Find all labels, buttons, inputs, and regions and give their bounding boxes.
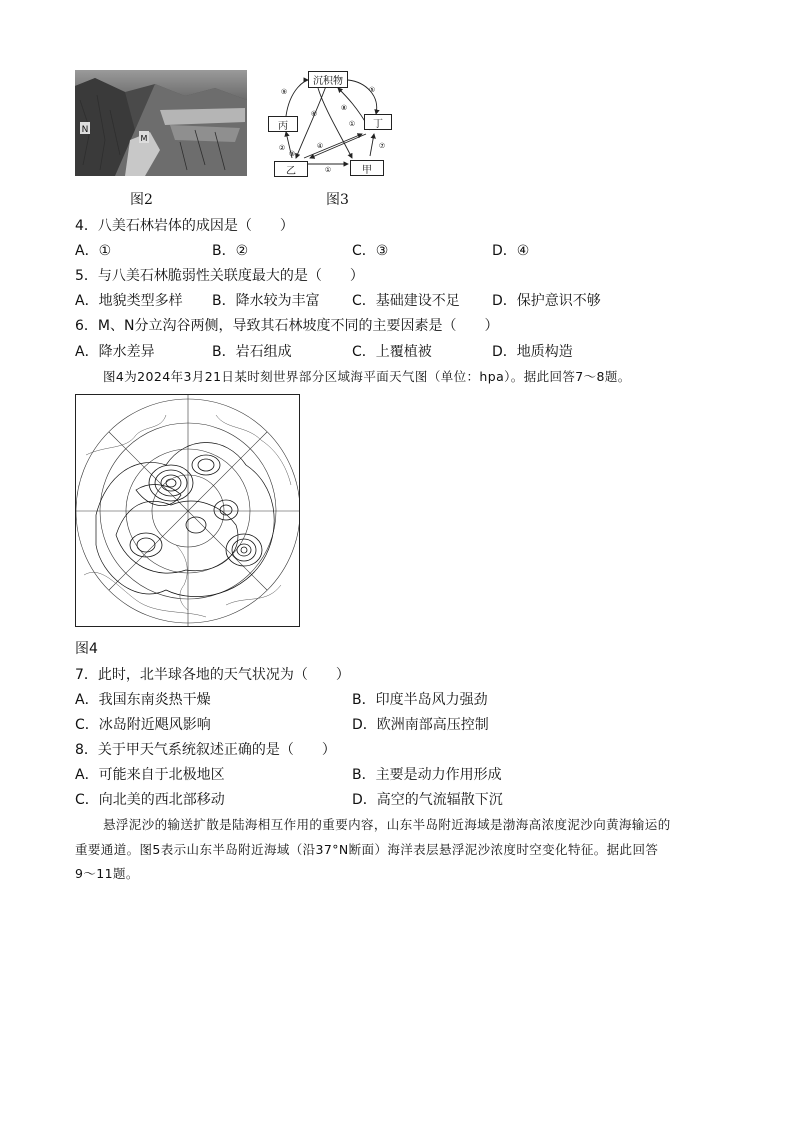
figure-3-caption: 图3 bbox=[326, 192, 349, 208]
figure-3-diagram bbox=[262, 68, 396, 180]
figure-4-weather-map bbox=[75, 394, 300, 627]
q8-option-b: B．主要是动力作用形成 bbox=[352, 767, 502, 783]
arrow-label-8: ⑧ bbox=[340, 104, 348, 112]
question-5-stem: 5．与八美石林脆弱性关联度最大的是（ ） bbox=[75, 268, 364, 284]
intro-figure-4: 图4为2024年3月21日某时刻世界部分区域海平面天气图（单位：hpa）。据此回答7～8题。 bbox=[103, 369, 631, 384]
q7-option-b: B．印度半岛风力强劲 bbox=[352, 692, 488, 708]
arrow-label-9: ⑨ bbox=[280, 88, 288, 96]
q7-option-a: A．我国东南炎热干燥 bbox=[75, 692, 211, 708]
arrow-label-6: ⑥ bbox=[310, 110, 318, 118]
q4-option-b: B．② bbox=[212, 243, 249, 259]
arrow-label-1-bottom: ① bbox=[324, 166, 332, 174]
node-ding: 丁 bbox=[364, 114, 392, 130]
question-8-stem: 8．关于甲天气系统叙述正确的是（ ） bbox=[75, 742, 336, 758]
node-jia: 甲 bbox=[350, 160, 384, 176]
arrow-label-2: ② bbox=[278, 144, 286, 152]
q6-option-b: B．岩石组成 bbox=[212, 344, 292, 360]
isobar-map bbox=[76, 395, 299, 626]
arrow-label-5: ⑤ bbox=[368, 86, 376, 94]
arrow-label-4: ④ bbox=[316, 142, 324, 150]
q4-option-c: C．③ bbox=[352, 243, 389, 259]
question-4-stem: 4．八美石林岩体的成因是（ ） bbox=[75, 218, 294, 234]
intro-q9-line-3: 9～11题。 bbox=[75, 866, 139, 881]
q8-option-a: A．可能来自于北极地区 bbox=[75, 767, 225, 783]
arrow-label-1-right: ① bbox=[348, 120, 356, 128]
q7-option-d: D．欧洲南部高压控制 bbox=[352, 717, 489, 733]
q4-option-a: A．① bbox=[75, 243, 112, 259]
q7-option-c: C．冰岛附近飓风影响 bbox=[75, 717, 211, 733]
node-yi: 乙 bbox=[274, 161, 308, 177]
q4-option-d: D．④ bbox=[492, 243, 530, 259]
q5-option-c: C．基础建设不足 bbox=[352, 293, 460, 309]
intro-q9-line-1: 悬浮泥沙的输送扩散是陆海相互作用的重要内容，山东半岛附近海域是渤海高浓度泥沙向黄海输运的 bbox=[103, 817, 671, 832]
question-7-stem: 7．此时，北半球各地的天气状况为（ ） bbox=[75, 667, 350, 683]
photo-label-n: N bbox=[81, 125, 89, 135]
q8-option-c: C．向北美的西北部移动 bbox=[75, 792, 225, 808]
q5-option-d: D．保护意识不够 bbox=[492, 293, 601, 309]
figure-2-photo bbox=[75, 70, 247, 176]
figure-2-caption: 图2 bbox=[130, 192, 153, 208]
node-sediment: 沉积物 bbox=[308, 71, 348, 88]
stone-forest-photo bbox=[75, 70, 247, 176]
photo-label-m: M bbox=[140, 134, 148, 143]
q8-option-d: D．高空的气流辐散下沉 bbox=[352, 792, 503, 808]
figure-4-caption: 图4 bbox=[75, 641, 98, 657]
arrow-label-7: ⑦ bbox=[378, 142, 386, 150]
intro-q9-line-2: 重要通道。图5表示山东半岛附近海域（沿37°N断面）海洋表层悬浮泥沙浓度时空变化特征。据此回答 bbox=[75, 842, 659, 857]
q5-option-a: A．地貌类型多样 bbox=[75, 293, 183, 309]
arrow-label-3: ③ bbox=[288, 150, 296, 158]
node-bing: 丙 bbox=[268, 116, 298, 132]
q6-option-d: D．地质构造 bbox=[492, 344, 573, 360]
q6-option-c: C．上覆植被 bbox=[352, 344, 432, 360]
q6-option-a: A．降水差异 bbox=[75, 344, 155, 360]
question-6-stem: 6．M、N分立沟谷两侧，导致其石林坡度不同的主要因素是（ ） bbox=[75, 318, 499, 334]
q5-option-b: B．降水较为丰富 bbox=[212, 293, 320, 309]
